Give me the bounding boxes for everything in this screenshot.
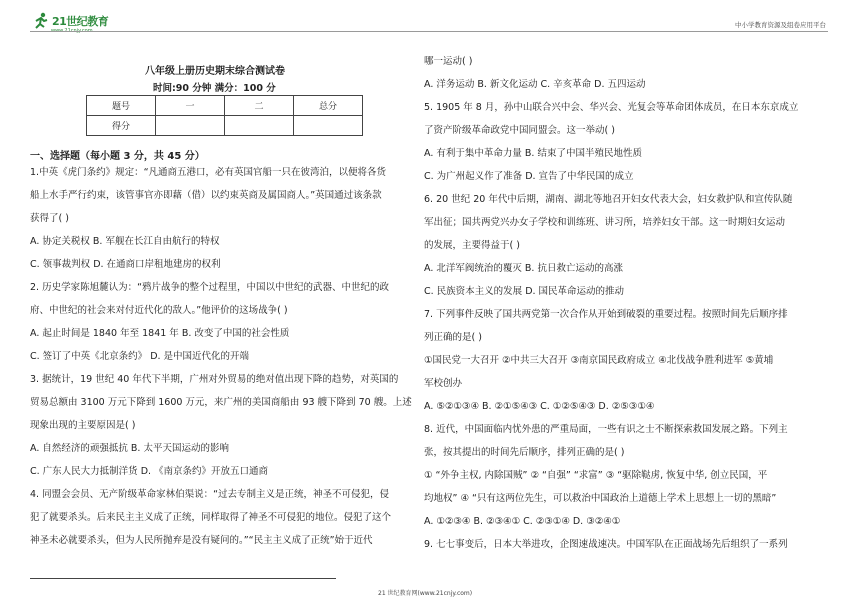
- site-logo: [33, 10, 108, 32]
- text-line: C. 为广州起义作了准备 D. 宣告了中华民国的成立: [424, 171, 634, 182]
- score-cell: [294, 116, 363, 136]
- text-line: A. 洋务运动 B. 新文化运动 C. 辛亥革命 D. 五四运动: [424, 79, 646, 90]
- text-line: 列正确的是( ): [424, 332, 482, 343]
- text-line: C. 领事裁判权 D. 在通商口岸租地建房的权利: [30, 259, 221, 270]
- text-line: 4. 同盟会会员、无产阶级革命家林伯渠说：“过去专制主义是正统，神圣不可侵犯，侵: [30, 489, 390, 500]
- text-line: ①国民党一大召开 ②中共三大召开 ③南京国民政府成立 ④北伐战争胜利进军 ⑤黄埔: [424, 355, 774, 366]
- section-heading: 一、选择题（每小题 3 分，共 45 分）: [30, 151, 205, 162]
- text-line: A. ⑤②①③④ B. ②①⑤④③ C. ①②⑤④③ D. ②⑤③①④: [424, 401, 655, 412]
- score-table: [86, 95, 363, 136]
- exam-subtitle: 时间:90 分钟 满分：100 分: [153, 83, 276, 94]
- text-line: 贸易总额由 3100 万元下降到 1600 万元，来广州的美国商船由 93 艘下降到 70 艘。上述: [30, 397, 412, 408]
- text-line: 府、中世纪的社会来对付近代化的敌人。”他评价的这场战争( ): [30, 305, 288, 316]
- text-line: 2. 历史学家陈旭麓认为：“鸦片战争的整个过程里，中国以中世纪的武器、中世纪的政: [30, 282, 390, 293]
- text-line: 船上水手严行约束，该管事官亦即藉（借）以约束英商及属国商人。”英国通过该条款: [30, 190, 382, 201]
- score-table-score-row: [87, 116, 363, 136]
- text-line: C. 民族资本主义的发展 D. 国民革命运动的推动: [424, 286, 625, 297]
- logo-text: 21世纪教育: [52, 15, 109, 28]
- text-line: C. 广东人民大力抵制洋货 D. 《南京条约》开放五口通商: [30, 466, 269, 477]
- text-line: 神圣未必就要杀头，但为人民所抛弃是没有疑问的。”“民主主义成了正统”始于近代: [30, 535, 373, 546]
- text-line: 5. 1905 年 8 月，孙中山联合兴中会、华兴会、光复会等革命团体成员，在日本东京成立: [424, 102, 799, 113]
- score-cell: 二: [225, 96, 294, 116]
- text-line: 1.中英《虎门条约》规定：“凡通商五港口，必有英国官船一只在彼湾泊，以便将各货: [30, 167, 386, 178]
- score-cell: [156, 116, 225, 136]
- footer-text: 21 世纪教育网(www.21cnjy.com): [378, 590, 473, 597]
- text-line: 9. 七七事变后，日本大举进攻，企图速战速决。中国军队在正面战场先后组织了一系列: [424, 539, 788, 550]
- text-line: 7. 下列事件反映了国共两党第一次合作从开始到破裂的重要过程。按照时间先后顺序排: [424, 309, 788, 320]
- score-cell: 题号: [87, 96, 156, 116]
- footer-divider: [30, 578, 336, 579]
- text-line: 均地权” ④ “只有这两位先生，可以救治中国政治上道德上学术上思想上一切的黑暗”: [424, 493, 777, 504]
- text-line: A. 协定关税权 B. 军舰在长江自由航行的特权: [30, 236, 220, 247]
- runner-logo-icon: [33, 12, 49, 30]
- score-cell: [225, 116, 294, 136]
- score-cell: 总分: [294, 96, 363, 116]
- text-line: ① “外争主权, 内除国贼” ② “自强” “求富” ③ “驱除鞑虏, 恢复中华, 创立民国，平: [424, 470, 768, 481]
- text-line: 哪一运动( ): [424, 56, 473, 67]
- text-line: 获得了( ): [30, 213, 69, 224]
- score-cell: 一: [156, 96, 225, 116]
- text-line: 军出征；国共两党兴办女子学校和训练班、讲习所，培养妇女干部。这一时期妇女运动: [424, 217, 786, 228]
- text-line: 现象出现的主要原因是( ): [30, 420, 136, 431]
- exam-title: 八年级上册历史期末综合测试卷: [145, 66, 285, 77]
- text-line: A. 北洋军阀统治的覆灭 B. 抗日救亡运动的高涨: [424, 263, 623, 274]
- text-line: 8. 近代，中国面临内忧外患的严重局面，一些有识之士不断探索救国发展之路。下列主: [424, 424, 788, 435]
- text-line: 军校创办: [424, 378, 463, 389]
- text-line: 了资产阶级革命政党中国同盟会。这一举动( ): [424, 125, 615, 136]
- text-line: A. ①②③④ B. ②③④① C. ②③①④ D. ③②④①: [424, 516, 621, 527]
- text-line: A. 自然经济的顽强抵抗 B. 太平天国运动的影响: [30, 443, 229, 454]
- text-line: C. 签订了中英《北京条约》 D. 是中国近代化的开端: [30, 351, 250, 362]
- text-line: 3. 据统计，19 世纪 40 年代下半期，广州对外贸易的绝对值出现下降的趋势，对英国的: [30, 374, 399, 385]
- header-divider: [30, 31, 828, 32]
- text-line: 6. 20 世纪 20 年代中后期，湖南、湖北等地召开妇女代表大会，妇女救护队和宣传队随: [424, 194, 793, 205]
- text-line: 张，按其提出的时间先后顺序，排列正确的是( ): [424, 447, 625, 458]
- text-line: 的发展，主要得益于( ): [424, 240, 520, 251]
- text-line: A. 有利于集中革命力量 B. 结束了中国半殖民地性质: [424, 148, 642, 159]
- platform-name: 中小学教育资源及组卷应用平台: [735, 21, 826, 29]
- score-cell: 得分: [87, 116, 156, 136]
- text-line: 犯了就要杀头。后来民主主义成了正统，同样取得了神圣不可侵犯的地位。侵犯了这个: [30, 512, 392, 523]
- text-line: A. 起止时间是 1840 年至 1841 年 B. 改变了中国的社会性质: [30, 328, 290, 339]
- score-table-header-row: [87, 96, 363, 116]
